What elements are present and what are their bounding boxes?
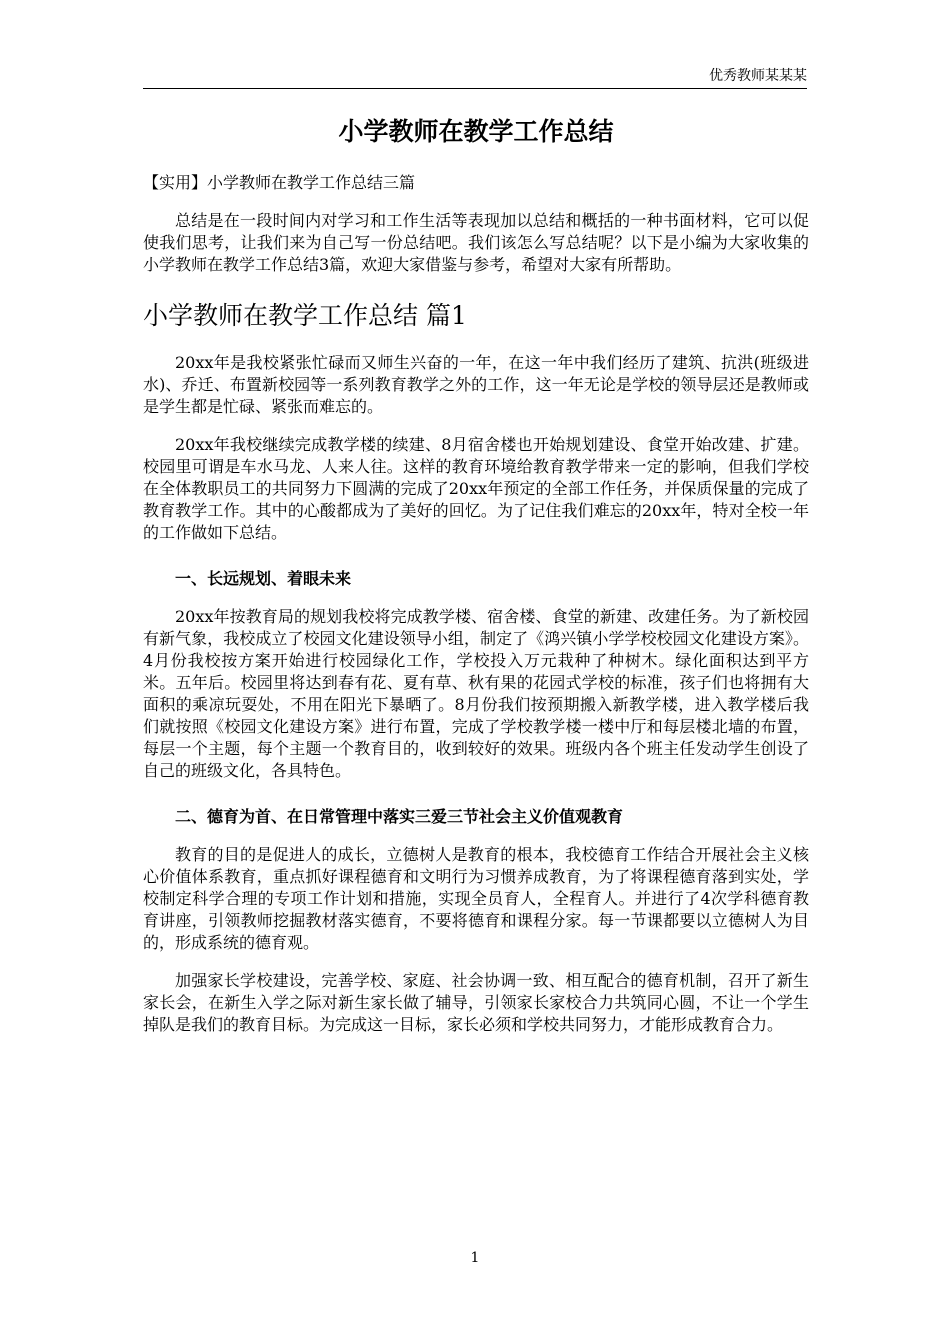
subheading-moral-education: 二、德育为首、在日常管理中落实三爱三节社会主义价值观教育 xyxy=(175,807,624,826)
document-subtitle: 【实用】小学教师在教学工作总结三篇 xyxy=(143,173,416,192)
header-divider xyxy=(143,88,807,89)
document-body xyxy=(143,112,809,1036)
subheading-long-term-planning: 一、长远规划、着眼未来 xyxy=(175,569,352,588)
section1-paragraph-2: 20xx年我校继续完成教学楼的续建、8月宿舍楼也开始规划建设、食堂开始改建、扩建。校园里可谓是车水马龙、人来人往。这样的教育环境给教育教学带来一定的影响，但我们学校在全体教职员工的共同努力下圆满的完成了20xx年预定的全部工作任务，并保质保量的完成了教育教学工作。其中的心酸都成为了美好的回忆。为了记住我们难忘的20xx年，特对全校一年的工作做如下总结。 xyxy=(143,435,809,542)
page-number: 1 xyxy=(470,1250,480,1266)
section-heading-1: 小学教师在教学工作总结 篇1 xyxy=(143,301,467,330)
planning-paragraph: 20xx年按教育局的规划我校将完成教学楼、宿舍楼、食堂的新建、改建任务。为了新校园有新气象，我校成立了校园文化建设领导小组，制定了《鸿兴镇小学学校校园文化建设方案》。4月份我校按方案开始进行校园绿化工作，学校投入万元栽种了种树木。绿化面积达到平方米。五年后。校园里将达到春有花、夏有草、秋有果的花园式学校的标准，孩子们也将拥有大面积的乘凉玩耍处，不用在阳光下暴晒了。8月份我们按预期搬入新教学楼，进入教学楼后我们就按照《校园文化建设方案》进行布置，完成了学校教学楼一楼中厅和每层楼北墙的布置，每层一个主题，每个主题一个教育目的，收到较好的效果。班级内各个班主任发动学生创设了自己的班级文化，各具特色。 xyxy=(143,607,809,780)
moral-education-paragraph-2: 加强家长学校建设，完善学校、家庭、社会协调一致、相互配合的德育机制，召开了新生家长会，在新生入学之际对新生家长做了辅导，引领家长家校合力共筑同心圆，不让一个学生掉队是我们的教育目标。为完成这一目标，家长必须和学校共同努力，才能形成教育合力。 xyxy=(143,971,809,1034)
document-title: 小学教师在教学工作总结 xyxy=(338,117,614,146)
moral-education-paragraph-1: 教育的目的是促进人的成长，立德树人是教育的根本，我校德育工作结合开展社会主义核心价值体系教育，重点抓好课程德育和文明行为习惯养成教育，为了将课程德育落到实处，学校制定科学合理的专项工作计划和措施，实现全员育人，全程育人。并进行了4次学科德育教育讲座，引领教师挖掘教材落实德育，不要将德育和课程分家。每一节课都要以立德树人为目的，形成系统的德育观。 xyxy=(143,845,809,952)
intro-paragraph: 总结是在一段时间内对学习和工作生活等表现加以总结和概括的一种书面材料，它可以促使我们思考，让我们来为自己写一份总结吧。我们该怎么写总结呢？以下是小编为大家收集的小学教师在教学工作总结3篇，欢迎大家借鉴与参考，希望对大家有所帮助。 xyxy=(143,211,809,274)
page-header-author: 优秀教师某某某 xyxy=(709,68,807,84)
section1-paragraph-1: 20xx年是我校紧张忙碌而又师生兴奋的一年，在这一年中我们经历了建筑、抗洪(班级进水)、乔迁、布置新校园等一系列教育教学之外的工作，这一年无论是学校的领导层还是教师或是学生都是忙碌、紧张而难忘的。 xyxy=(143,353,809,416)
